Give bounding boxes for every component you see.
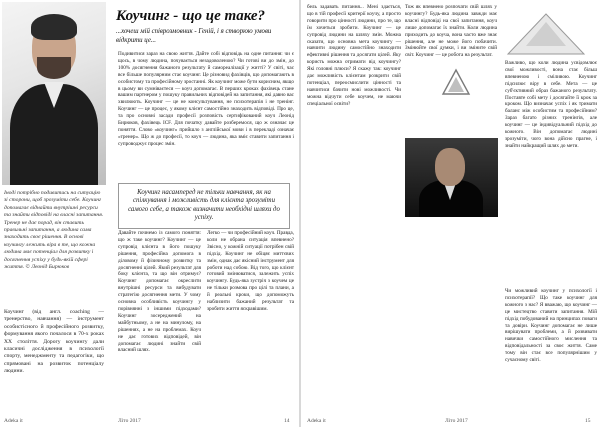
footer-issue-right: Літо 2017 xyxy=(445,418,468,424)
portrait-hair xyxy=(31,14,77,40)
footer-issue-left: Літо 2017 xyxy=(118,418,141,424)
footer-brand-right: Adeka it xyxy=(307,418,326,424)
page-number-right: 15 xyxy=(585,418,591,424)
glossary-box xyxy=(4,309,104,376)
pull-quote: Коучинг насамперед не тільки навчання, як на спілкування і можливість для клієнта зрозуміти самого себе, а також визначити необхідні шляхи до успіху. xyxy=(118,183,290,229)
article-subtitle: ...хочеш мій співрозмовник - Геній, і я створюю умови відкрити це... xyxy=(116,28,272,44)
photo-caption: Іноді потрібно подивитись на ситуацію зі сторони, щоб зрозуміти себе. Коучинг допомагає віднайти внутрішні ресурси та знайти відповіді на власні запитання. Тренер не дає порад, він ставить правильні запитання, а людина сама знаходить своє рішення. В основі коучингу лежить віра в те, що кожна людина має потенціал для розвитку і досягнення успіху у будь-якій сфері життя. © Леонід Бирюков xyxy=(4,190,104,271)
right-column-2: Тож як впевнено розпочати свій шлях у коучингу? Будь-яка людина завжди має власні відповіді на свої запитання, коуч лише допомагає їх знайти. Коли людина приходить до коуча, вона часто вже знає рішення, але не може його побачити. Змінюйте свої думки, і ви зміните свій світ. Коучинг — це робота на результат. xyxy=(405,4,497,59)
footer-brand-left: Adeka it xyxy=(4,418,23,424)
article-title: Коучинг - що це таке? xyxy=(116,8,266,24)
article-column-3: Легко — чи професійний коуч. Правда, коли не обрана ситуація впевнено? Звісно, у кожній ситуації потрібен свій підхід. Коучинг не обіцяє миттєвих змін, однак дає якісний інструмент для роботи над собою. Від того, що клієнт готовий змінюватися, залежить успіх коучингу. Будь-яка зустріч з коучем це не тільки розмова про цілі та плани, а й реальні кроки, що допоможуть наблизити бажаний результат та зробити життя яскравішим. xyxy=(207,230,294,312)
article-column-2: Давайте почнемо із самого поняття: що ж таке коучинг? Коучинг — це супровід клієнта в його пошуку рішення, професійна допомога в діловому й фізичному розвитку та досягненні цілей. Який результат для боку клієнта, та що він отримує? Коучинг допомагає окреслити внутрішні ресурси та вибудувати стратегію досягнення мети. У чому основна особливість коучингу у порівнянні з іншими підходами? Коучинг зосереджений на майбутньому, а не на минулому, на рішеннях, а не на проблемах. Коуч не дає готових відповідей, він допомагає людині знайти свій власний шлях. xyxy=(118,230,201,354)
left-page xyxy=(0,0,299,427)
right-column-1: бель задавать питання... Мені здається, що в тій професії критерії коучу, а просто говорити про цінності людини, про те, що їм хочеться зробити. Коучинг — це супровід людини на шляху змін. Можна сказати, що основна мета коучингу — навчити людину самостійно знаходити ефективні рішення та досягати цілей. Яку користь можна отримати від коучингу? Які головні плюси? Я скажу так: коучинг дає можливість клієнтам розкрити свій потенціал, переосмислити цінності та навчитися бачити нові можливості. Чи можна відчути себе коучем, не маючи спеціальної освіти? xyxy=(307,4,401,107)
coaching-logo-icon xyxy=(441,68,471,98)
mountain-peak-icon xyxy=(506,12,586,56)
portrait-beard xyxy=(37,57,71,79)
coach-portrait-photo xyxy=(405,138,498,217)
portrait2-face xyxy=(435,148,465,186)
right-column-3: Важливо, що коли людина усвідомлює свої можливості, вона стає більш впевненою і сміливою. Коучинг підсилює віру в себе. Мета — це суб'єктивний образ бажаного результату. Поставте собі мету і досягайте її крок за кроком. Що визначає успіх і як тримати баланс між особистим та професійним? Зараз багато різних тренінгів, але коучинг — це індивідуальний підхід до кожного. Він допомагає людині зрозуміти, чого вона дійсно прагне, і знайти найкращий шлях до мети. xyxy=(505,60,597,149)
glossary-text: Коучинг (від англ. coaching — тренерство, навчання) — інструмент особистісного й професійного розвитку, формування якого почалося в 70-х роках ХХ століття. Дорогу коучингу дали класичні дослідження в психології спорту, менеджменту та педагогіки, що спрямовані на розвиток потенціалу людини. xyxy=(4,309,104,375)
right-column-3b: Чи можливий коучинг у психології і психотерапії? Що таке коучинг для кожного з нас? Я вважаю, що коучинг — це мистецтво ставити запитання. Мій підхід побудований на принципах поваги та довіри. Коучинг допомагає не лише вирішувати проблеми, а й розвивати навички самостійного мислення та відповідальності за своє життя. Саме тому він стає все популярнішим у сучасному світі. xyxy=(505,288,597,364)
right-page xyxy=(301,0,600,427)
page-number-left: 14 xyxy=(284,418,290,424)
author-portrait-photo xyxy=(2,2,106,185)
article-column-1: Подивитися зараз на свою життя. Дайте собі відповідь на одне питання: чи є щось, в чому людина, почувається незадоволеною? Чи готові ви до змін, до 100% досягнення бажаного результату й самореалізації у житті? У світі, час все більше популярним стає коучинг. Це різновид фахівців, що допомагають в особистому та професійному зростанні. Як коучинг може бути корисним, якщо в цьому ви сумніваєтеся — коуч допомагає. В перших кроках фахівець стане вашим партнером у пошуку правильних відповідей на запитання, які давно вас хвилюють. Коучинг — це не консультування, не психотерапія і не тренінг. Коучинг — це процес, у якому клієнт самостійно знаходить відповіді. Про це, та про основні засади професії розповість сертифікований коуч Леонід Бирюков, фахівець ICF. Для початку давайте розберемося, що ж означає це поняття. Слово «коучинг» прийшло з англійської мови і в перекладі означає «тренер». Що ж до професії, то коуч — людина, яка вміє ставити запитання і супроводжує процес змін. xyxy=(118,51,294,147)
